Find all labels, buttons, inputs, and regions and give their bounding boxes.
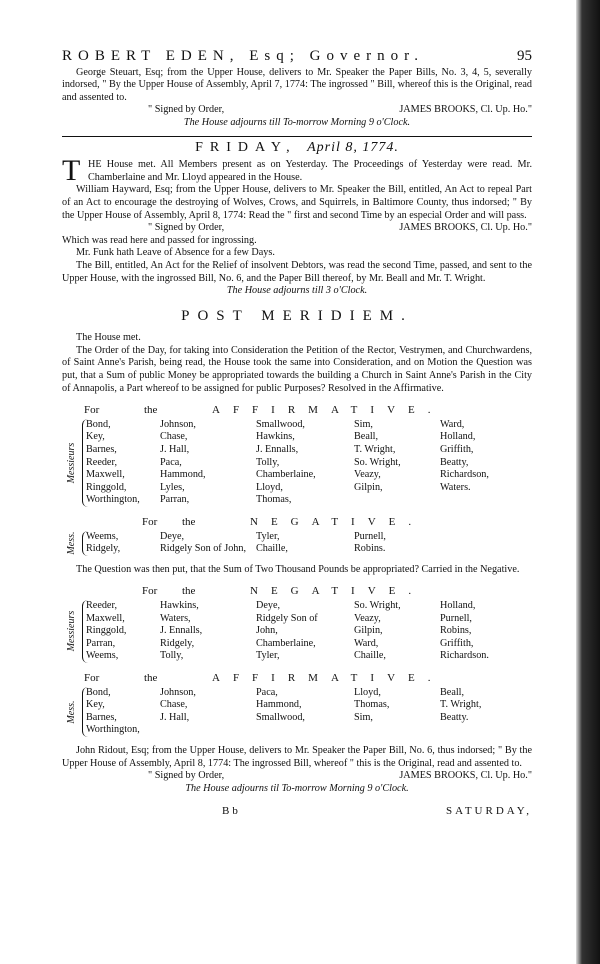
member-name [440,724,524,737]
signer-name: JAMES BROOKS, Cl. Up. Ho." [399,222,532,234]
side-label: Mess. [66,700,77,724]
question-paragraph: The Question was then put, that the Sum of Two Thousand Pounds be appropriated? Carried in the Negative. [76,563,520,575]
member-name: Barnes, [86,711,117,723]
page-edge-shadow [576,0,600,964]
member-name: Robins, [440,625,472,637]
paragraph: Which was read here and passed for ingrossing. [62,234,257,246]
signature-mark: Bb [222,805,241,818]
member-name: Veazy, [354,612,381,624]
vote-side: NEGATIVE. [250,516,425,528]
member-name: Griffith, [440,444,474,456]
member-name: Sim, [354,711,373,723]
paragraph: The House met. [76,332,141,344]
vote-side: NEGATIVE. [250,585,425,598]
member-name: Worthington, [86,494,140,506]
member-name: Chaille, [354,650,386,662]
member-name: Thomas, [354,699,390,711]
member-name: Hawkins, [256,431,295,443]
member-name: Lyles, [160,481,185,493]
signer-name: JAMES BROOKS, Cl. Up. Ho." [399,770,532,782]
message-paragraph: George Steuart, Esq; from the Upper House, delivers to Mr. Speaker the Paper Bills, No. 3, 4, 5, severally indorsed, " By the Upper House of Assembly, April 7, 1774: The ingrossed " Bill, whereof this is the Original, read and assented to. [62,66,532,103]
side-label-wrap [64,600,82,663]
page-number: 95 [517,48,532,64]
vote-for: For [142,516,158,528]
vote-side: AFFIRMATIVE. [212,671,444,684]
member-name [440,531,524,544]
names-grid [82,419,524,507]
running-title: ROBERT EDEN, Esq; Governor. [62,48,425,64]
member-name: Ridgely Son of [256,612,318,624]
member-name: Chaille, [256,543,288,555]
vote-the: the [182,516,196,528]
side-label: Messieurs [66,442,77,484]
day-heading [62,139,532,155]
member-name: Reeder, [86,456,117,468]
member-name: Purnell, [440,612,472,624]
vote-names [64,531,532,556]
member-name [440,543,524,556]
signed-by-order: " Signed by Order, [148,222,225,234]
page-footer [62,805,532,818]
member-name: Tyler, [256,530,280,542]
member-name: J. Hall, [160,711,190,723]
day-date: April 8, 1774. [307,139,399,155]
vote-heading [62,672,532,685]
member-name: Johnson, [160,418,196,430]
running-header [62,50,532,63]
member-name: Richardson. [440,650,489,662]
member-name: So. Wright, [354,456,401,468]
member-name: Smallwood, [256,418,305,430]
member-name [354,724,440,737]
side-label-wrap [64,687,82,737]
member-name: Maxwell, [86,469,125,481]
vote-names [64,687,532,737]
adjournment: The House adjourns til To-morrow Morning 9 o'Clock. [185,782,409,794]
vote-for: For [142,585,158,598]
member-name: Tyler, [256,650,280,662]
member-name: Ridgely, [86,543,121,555]
member-name: Beatty, [440,456,469,468]
drop-cap: T [62,154,81,188]
side-label-wrap [64,419,82,507]
member-name [354,494,440,507]
member-name: Gilpin, [354,481,383,493]
member-name: Purnell, [354,530,386,542]
member-name: Tolly, [160,650,184,662]
member-name: Ringgold, [86,625,127,637]
catchword: SATURDAY, [446,805,532,818]
names-grid [82,600,524,663]
paragraph: The Bill, entitled, An Act for the Relief of insolvent Debtors, was read the second Time, passed, and sent to the Upper House, with the ingrossed Bill, No. 6, and the Paper Bill thereof, by Mr. Beall and Mr. T. Wright. [62,259,532,284]
vote-for: For [84,671,100,684]
member-name: Waters. [440,481,471,493]
member-name: Parran, [86,637,116,649]
proceedings-text: HE House met. All Members present as on Yesterday. The Proceedings of Yesterday were read. Mr. Chamberlaine and Mr. Lloyd appeared in the House. [88,159,532,183]
member-name: Thomas, [256,494,292,506]
vote-heading [62,404,532,417]
member-name: Paca, [256,686,278,698]
member-name: Key, [86,431,105,443]
adjournment: The House adjourns till 3 o'Clock. [226,285,368,297]
member-name: J. Ennalls, [256,444,299,456]
bill-paragraph: William Hayward, Esq; from the Upper House, delivers to Mr. Speaker the Bill, entitled, An Act to repeal Part of an Act to encourage the destroying of Wolves, Crows, and Squirrels, in Baltimore County, thus indorsed; " By the Upper House of Assembly, April 8, 1774: Read the " first and second Time by an especial Order and will pass. [62,184,532,221]
member-name: Chase, [160,699,188,711]
member-name: Chamberlaine, [256,469,316,481]
member-name: J. Ennalls, [160,625,203,637]
member-name: Beall, [440,686,465,698]
member-name: Reeder, [86,599,117,611]
member-name: Key, [86,699,105,711]
vote-the: the [182,585,196,598]
member-name: Sim, [354,418,373,430]
member-name: T. Wright, [354,444,396,456]
message-paragraph: John Ridout, Esq; from the Upper House, delivers to Mr. Speaker the Paper Bill, No. 6, thus indorsed; " By the Upper House of Assembly, April 8, 1774: The ingrossed Bill, whereof " this is the Original, read and assented to. [62,744,532,769]
member-name: Deye, [256,599,281,611]
side-label: Mess. [66,531,77,555]
member-name: Bond, [86,686,111,698]
member-name: So. Wright, [354,599,401,611]
adjournment: The House adjourns till To-morrow Morning 9 o'Clock. [183,116,411,128]
member-name: John, [256,625,278,637]
member-name: Paca, [160,456,182,468]
member-name: Weems, [86,530,119,542]
member-name: Hammond, [160,469,206,481]
member-name: Hammond, [256,699,302,711]
member-name: Ridgely, [160,637,195,649]
names-grid [82,687,524,737]
vote-names [64,600,532,663]
member-name: Maxwell, [86,612,125,624]
side-label-wrap [64,531,82,556]
member-name: Richardson, [440,469,489,481]
member-name: Robins. [354,543,386,555]
document-page [62,50,532,818]
vote-side: AFFIRMATIVE. [212,404,444,417]
member-name: Ward, [354,637,379,649]
vote-the: the [144,671,158,684]
signed-by-order: " Signed by Order, [148,770,225,782]
member-name: J. Hall, [160,444,190,456]
member-name: Johnson, [160,686,196,698]
member-name [256,724,354,737]
side-label: Messieurs [66,611,77,652]
member-name: Beall, [354,431,379,443]
member-name: Chase, [160,431,188,443]
member-name: Ridgely Son of John, [160,543,247,555]
names-grid [82,531,524,556]
member-name: Worthington, [86,724,140,736]
vote-for: For [84,404,100,417]
member-name: Lloyd, [354,686,381,698]
vote-heading [62,585,532,598]
signature-line [62,104,532,117]
signed-by-order: " Signed by Order, [148,104,225,116]
signer-name: JAMES BROOKS, Cl. Up. Ho." [399,104,532,116]
member-name: Beatty. [440,711,469,723]
member-name: Holland, [440,599,476,611]
member-name: Veazy, [354,469,381,481]
member-name: Lloyd, [256,481,283,493]
member-name: Bond, [86,418,111,430]
section-heading: POST MERIDIEM. [181,307,413,324]
member-name: Hawkins, [160,599,199,611]
member-name: Barnes, [86,444,117,456]
member-name: Gilpin, [354,625,383,637]
member-name [160,724,256,737]
member-name: Ward, [440,418,465,430]
member-name: Weems, [86,650,119,662]
member-name: Parran, [160,494,190,506]
day-label: FRIDAY, [195,139,297,155]
member-name: Ringgold, [86,481,127,493]
divider [62,136,532,137]
member-name: Smallwood, [256,711,305,723]
member-name [440,494,524,507]
member-name: Tolly, [256,456,280,468]
petition-paragraph: The Order of the Day, for taking into Consideration the Petition of the Rector, Vestrymen, and Churchwardens, of Saint Anne's Parish, being read, the House took the same into Consideration, and on Motion the Question was put, that a Sum of public Money be appropriated towards the building a Church in Saint Anne's Parish in the City of Annapolis, a Part whereof to be assigned for public Purposes? Resolved in the Affirmative. [62,344,532,394]
proceedings-paragraph [62,154,532,188]
member-name: Deye, [160,530,185,542]
vote-heading [62,516,532,529]
signature-line [62,770,532,783]
member-name: T. Wright, [440,699,482,711]
vote-the: the [144,404,158,417]
vote-names [64,419,532,507]
member-name: Chamberlaine, [256,637,316,649]
member-name: Griffith, [440,637,474,649]
paragraph: Mr. Funk hath Leave of Absence for a few Days. [76,247,275,259]
signature-line [62,222,532,235]
member-name: Holland, [440,431,476,443]
member-name: Waters, [160,612,191,624]
